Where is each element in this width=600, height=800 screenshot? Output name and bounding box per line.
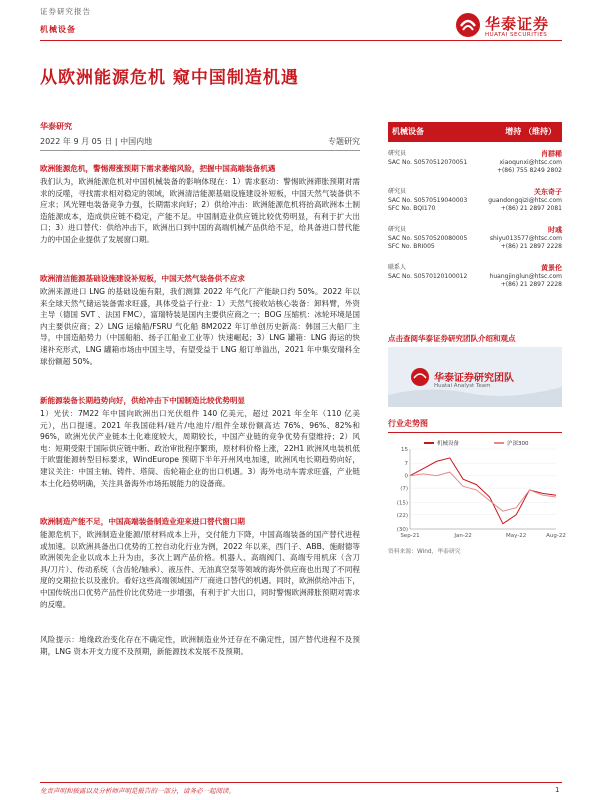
analyst-name: 关东奇子 [534,188,562,196]
section-heading-new-energy: 新能源装备长期趋势向好，供给冲击下中国制造比较优势明显 [40,396,246,405]
chart-source: 资料来源：Wind，华泰研究 [388,549,461,555]
team-name-cn: 华泰证券研究团队 [434,373,514,384]
analyst-role: 研究员 [388,150,407,157]
document-type: 证券研究报告 [40,7,91,16]
report-date: 2022 年 9 月 05 日 | 中国内地 [40,137,153,146]
page-number: 1 [555,786,560,794]
x-tick-label: Jan-22 [454,533,472,539]
series-line [410,472,556,511]
brand-name-en: HUATAI SECURITIES [485,32,548,38]
analyst-phone: +(86) 21 2897 2081 [500,205,562,213]
analyst-sac: SAC No. S0570520080005 [388,234,468,242]
x-tick-label: May-22 [506,533,527,539]
analyst-sac: SAC No. S0570519040003 [388,196,468,204]
analyst-block [388,150,562,176]
analyst-block [388,264,562,290]
meta-divider [40,150,360,151]
analyst-name: 黄景伦 [541,264,562,272]
section-body-import-substitution: 能源危机下，欧洲制造业能源/原材料成本上升，交付能力下降，中国高端装备的国产替代进程或加速。以欧洲具备出口优势的工控自动化行业为例，2022 年以来，西门子、ABB、施耐德等欧洲领先企业以成本上升为由，多次上调产品价格。机器人、高端阀门、高端专用机床（含刀具/刀片）、传动系统（含齿轮/轴承）、液压件、无油真空泵等领域的海外供应商也出现了不同程度的交期拉长以及涨价。看好这些高端领域国产厂商进口替代的机遇。同时，欧洲供给冲击下，中国传统出口优势产品性价比优势进一步增强，有利于扩大出口，同时警惕欧洲滞胀预期对需求的反噬。 [40,530,360,609]
brand-logo [455,12,565,42]
section-heading-energy-crisis: 欧洲能源危机，警惕滞涨预期下需求萎缩风险，把握中国高端装备机遇 [40,164,276,173]
y-tick-label: (7) [400,486,408,493]
section-body-energy-crisis: 我们认为，欧洲能源危机对中国机械装备的影响体现在：1）需求驱动：警惕欧洲滞胀预期对需求的反噬，寻找需求相对稳定的领域，欧洲清洁能源基础设施建设补短板，中国天然气装备供不应求；风光锂电装备竞争力强，长期需求向好；2）供给冲击：欧洲能源危机将抬高欧洲本土制造能源成本，造成供应链不稳定，产能不足。中国制造业供应链比较优势明显，有利于扩大出口；3）进口替代：供给冲击下，欧洲出口到中国的高端机械产品供给不足，给具备进口替代能力的中国企业提供了发展窗口期。 [40,177,360,244]
rating-sector: 机械设备 [392,127,424,136]
report-type: 专题研究 [328,137,360,146]
analyst-email[interactable]: shiyu013577@htsc.com [489,234,562,242]
rating-value: 增持 （维持） [505,127,556,136]
y-tick-label: (15) [396,500,408,507]
section-body-new-energy: 1）光伏：7M22 年中国向欧洲出口光伏组件 140 亿美元，超过 2021 年全年（110 亿美元），出口提速。2021 年我国硅料/硅片/电池片/组件全球份额高达 76%、96%、82%和 96%，欧洲光伏产业链本土化难度较大，周期较长，中国产业链的竞争优势有望维持；2）风电：短期受限于国际供应链中断、政治审批程序繁琐，原材料价格上涨，22H1 欧洲风电装机低于欧盟能源转型目标要求，WindEurope 预期下半年开州风电加速，欧洲风电长期趋势向好，建议关注：中国主轴、铸件、塔筒、齿轮箱企业的出口机遇。3）海外电动车需求旺盛，产业链本土化趋势明确，关注具备海外市场拓展能力的设备商。 [40,409,360,488]
analyst-sfc: SFC No. BRI005 [388,243,435,251]
series-line [410,458,556,524]
report-title: 从欧洲能源危机 窥中国制造机遇 [40,68,299,88]
risk-warning: 风险提示：地缘政治变化存在不确定性，欧洲制造业外迁存在不确定性，国产替代进程不及预期，LNG 资本开支力度不及预期，新能源技术发展不及预期。 [40,635,360,656]
team-name-en: Huatai Analyst Team [434,383,491,389]
brand-name-cn: 华泰证券 [485,15,550,33]
team-link-caption[interactable]: 点击查阅华泰证券研究团队介绍和观点 [388,334,516,343]
research-brand: 华泰研究 [40,122,72,131]
analyst-role: 联系人 [388,264,407,271]
legend-label: 机械设备 [437,441,460,447]
rating-header [388,122,562,142]
section-heading-lng: 欧洲清洁能源基础设施建设补短板，中国天然气装备供不应求 [40,274,246,283]
y-tick-label: 15 [401,447,408,453]
sector-label: 机械设备 [40,25,76,34]
analyst-phone: +(86) 21 2897 2228 [500,243,562,251]
performance-heading: 行业走势图 [388,419,428,428]
analyst-role: 研究员 [388,188,407,195]
analyst-block [388,226,562,252]
legend-label: 沪深300 [507,441,529,447]
analyst-sfc: SFC No. BQI170 [388,205,436,213]
analyst-phone: +(86) 21 2897 2228 [500,281,562,289]
y-tick-label: (30) [396,527,408,533]
industry-performance-chart [388,437,566,542]
team-banner[interactable] [388,347,562,407]
analyst-sac: SAC No. S0570512070051 [388,158,468,166]
footer-divider [40,782,562,783]
x-tick-label: Sep-21 [400,533,420,539]
analyst-role: 研究员 [388,226,407,233]
section-heading-import-substitution: 欧洲制造产能不足，中国高端装备制造业迎来进口替代窗口期 [40,517,246,526]
y-tick-label: (22) [396,512,408,519]
footer-disclaimer: 免责声明和披露以及分析师声明是报告的一部分，请务必一起阅读。 [40,787,235,795]
analyst-block [388,188,562,214]
analyst-phone: +(86) 755 8249 2802 [496,167,562,175]
huatai-logo-icon [455,12,481,38]
analyst-name: 肖群稀 [541,150,562,158]
analyst-email[interactable]: guandongqizi@htsc.com [488,196,562,204]
y-tick-label: 7 [404,461,408,468]
y-tick-label: 0 [404,473,408,480]
analyst-name: 时彧 [548,226,562,234]
x-tick-label: Aug-22 [546,533,566,539]
analyst-sac: SAC No. S0570120100012 [388,272,468,280]
section-body-lng: 欧洲来源进口 LNG 的基础设施有限，我们测算 2022 年气化厂产能缺口约 50%。2022 年以来全球天然气储运装备需求旺盛，具体受益子行业：1）天然气接收站核心装备：卸料臂，外资主导（德国 SVT 、法国 FMC），富瑞特装是国内主要供应商之一；BOG 压缩机：冰轮环境是国内主要供应商；2）LNG 运输船/FSRU 气化船 8M2022 年订单创历史新高：韩国三大船厂主导，中国造船势力（中国船舶、扬子江船业工业等）快速崛起；3）LNG 罐箱：LNG 海运的快速补充形式，LNG 罐箱市场由中国主导，有望受益于 LNG 船订单溢出，2021 年中集安瑞科全球份额超 50%。 [40,287,360,366]
analyst-email[interactable]: xiaoqunxi@htsc.com [499,158,562,166]
analyst-email[interactable]: huangjinglun@htsc.com [489,272,562,280]
performance-divider [388,432,562,433]
